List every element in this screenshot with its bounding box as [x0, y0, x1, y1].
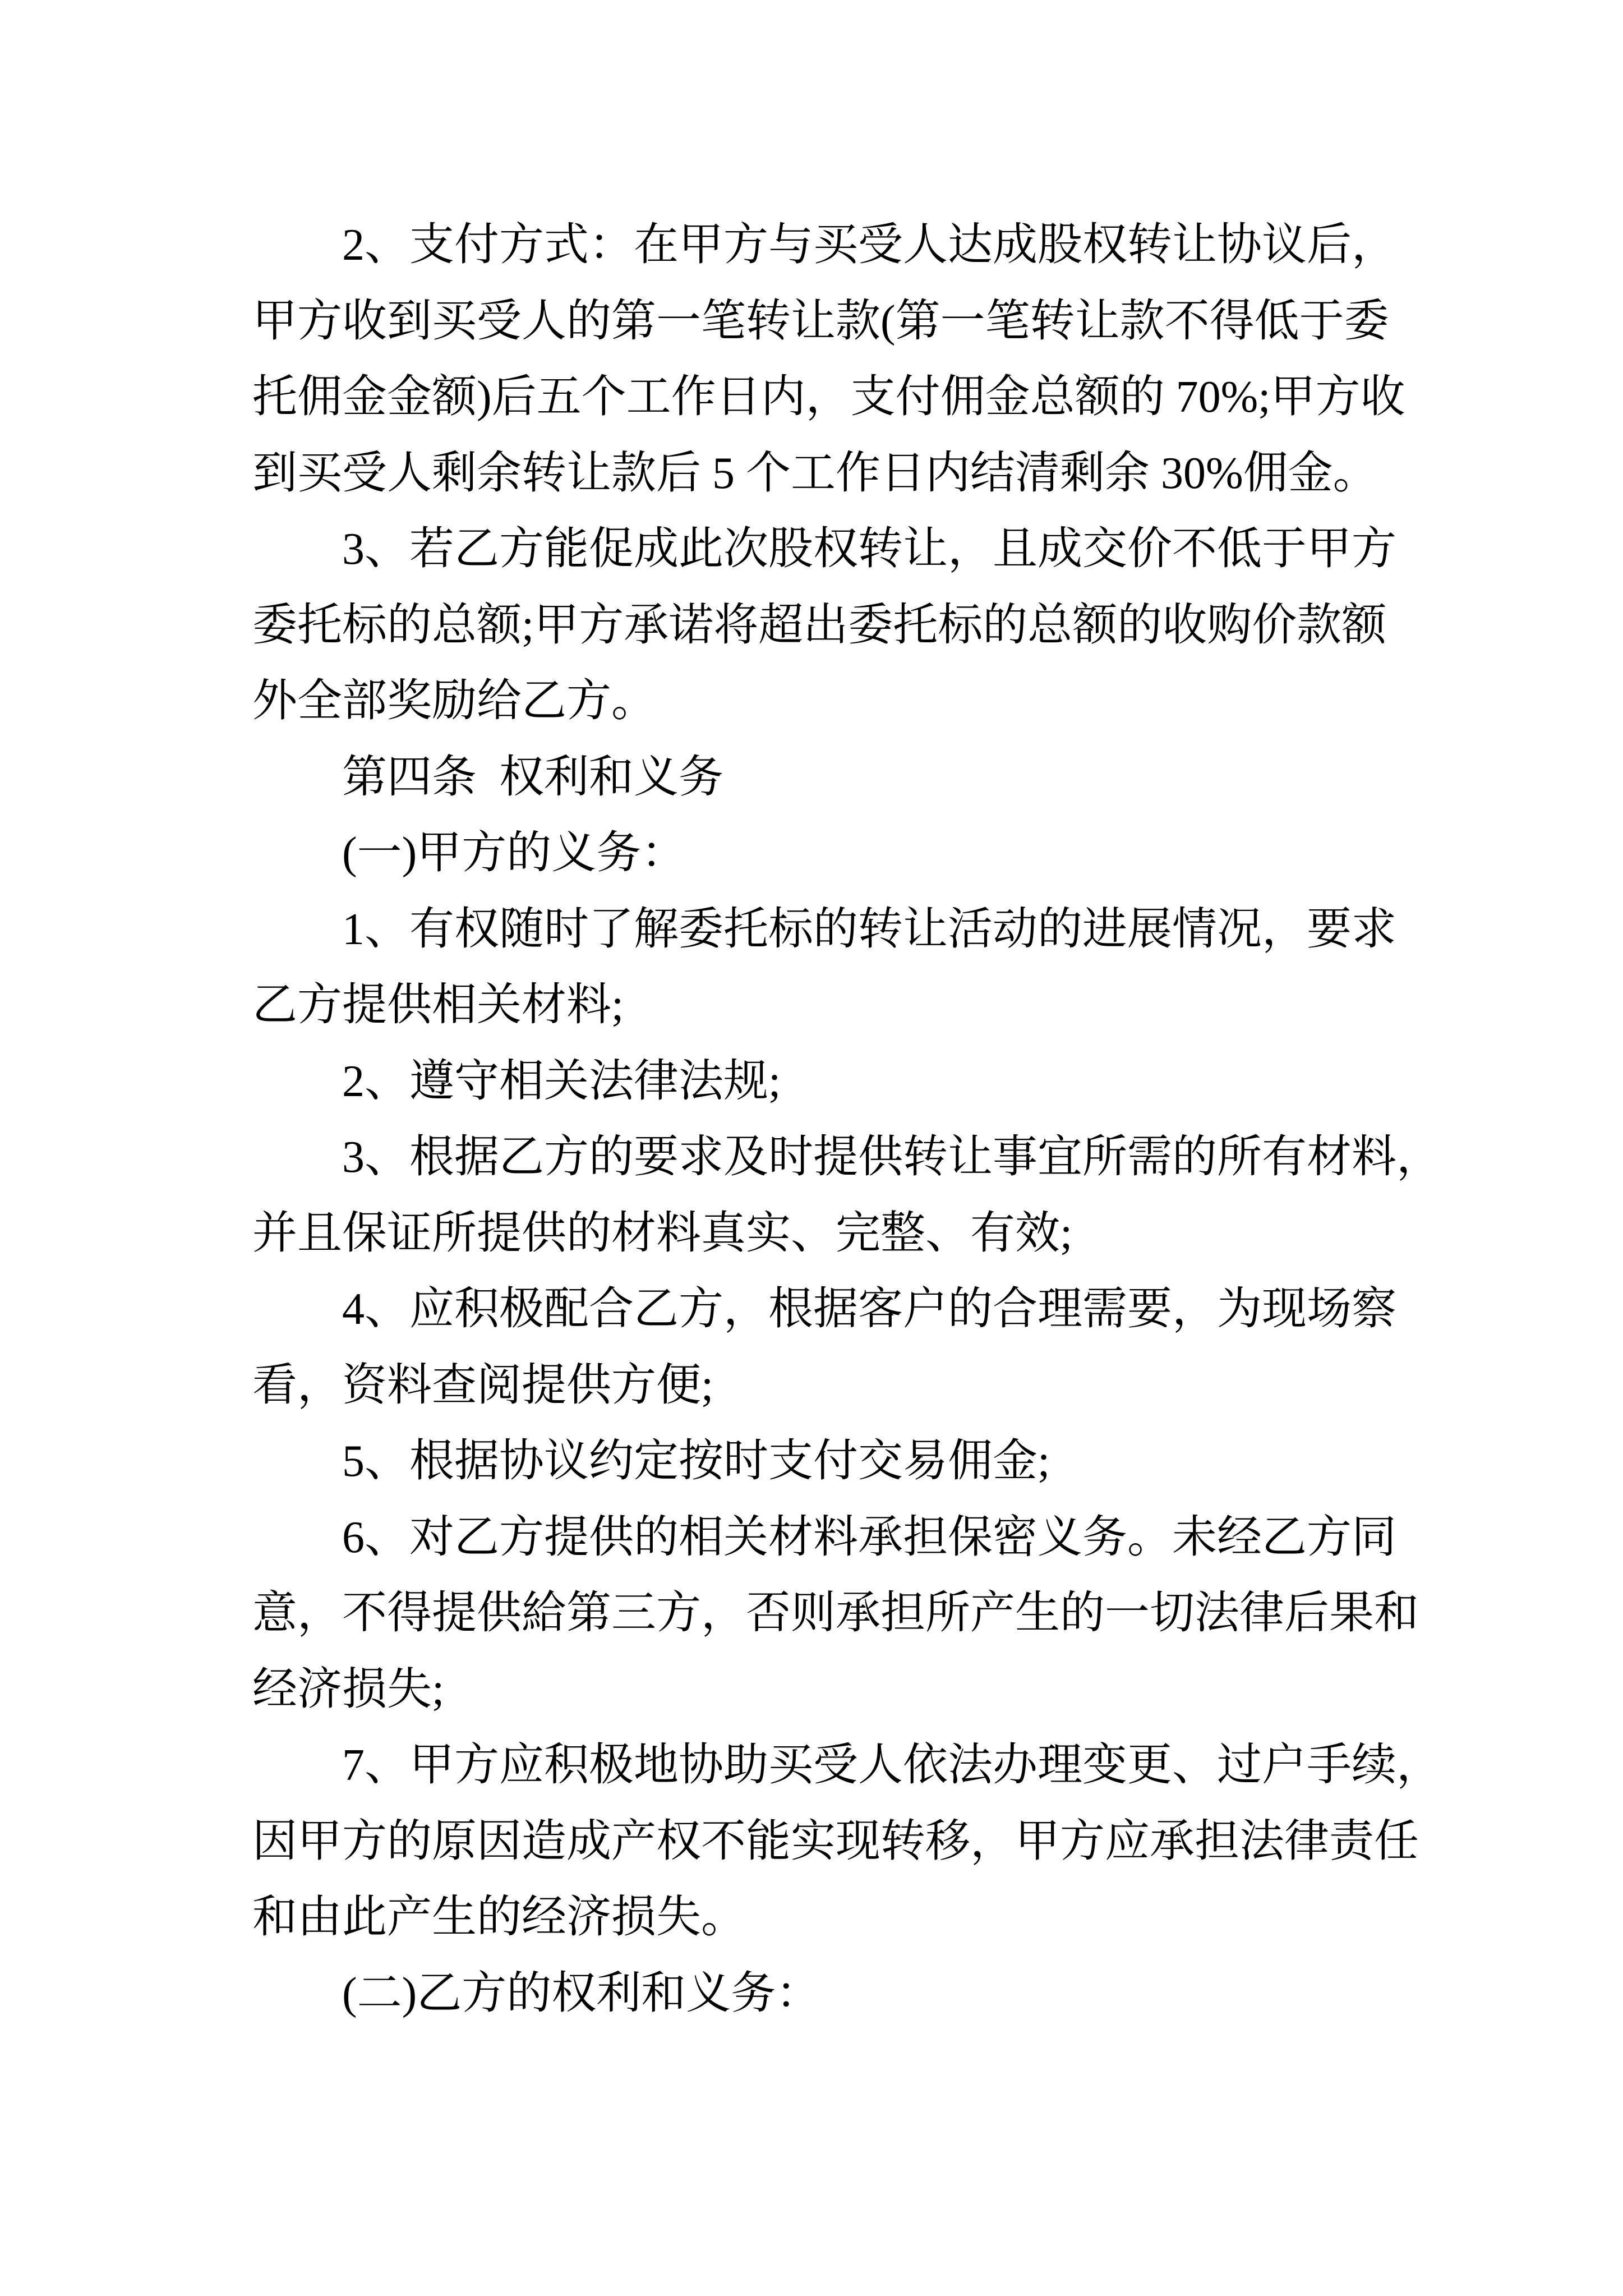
text-line: 到买受人剩余转让款后 5 个工作日内结清剩余 30%佣金。: [252, 448, 1378, 498]
text-line: 经济损失;: [252, 1664, 445, 1714]
text-line: 2、支付方式：在甲方与买受人达成股权转让协议后，: [342, 220, 1396, 270]
text-line: 意，不得提供給第三方，否则承担所产生的一切法律后果和: [252, 1589, 1419, 1638]
text-line: 并且保证所提供的材料真实、完整、有效;: [252, 1208, 1073, 1258]
text-line: (一)甲方的义务：: [342, 829, 686, 878]
text-line: 5、根据协议约定按时支付交易佣金;: [342, 1437, 1050, 1486]
text-line: 2、遵守相关法律法规;: [342, 1056, 781, 1106]
text-line: 和由此产生的经济损失。: [252, 1893, 746, 1942]
text-line: 3、若乙方能促成此次股权转让，且成交价不低于甲方: [342, 524, 1396, 574]
text-line: 1、有权随时了解委托标的转让活动的进展情况，要求: [342, 904, 1396, 954]
text-line: 委托标的总额;甲方承诺将超出委托标的总额的收购价款额: [252, 600, 1387, 650]
text-line: 7、甲方应积极地协助买受人依法办理变更、过户手续，: [342, 1741, 1441, 1790]
text-line: 6、对乙方提供的相关材料承担保密义务。未经乙方同: [342, 1512, 1396, 1562]
text-line: 3、根据乙方的要求及时提供转让事宜所需的所有材料，: [342, 1133, 1441, 1182]
text-line: 甲方收到买受人的第一笔转让款(第一笔转让款不得低于委: [252, 296, 1389, 346]
document-body: [252, 208, 1441, 2032]
text-line: 乙方提供相关材料;: [252, 981, 624, 1030]
text-line: 第四条 权利和义务: [342, 752, 723, 802]
text-line: 外全部奖励给乙方。: [252, 677, 656, 726]
text-line: 因甲方的原因造成产权不能实现转移，甲方应承担法律责任: [252, 1816, 1419, 1866]
text-line: 看，资料查阅提供方便;: [252, 1360, 714, 1410]
text-line: 4、应积极配合乙方，根据客户的合理需要，为现场察: [342, 1285, 1396, 1334]
text-line: 托佣金金额)后五个工作日内，支付佣金总额的 70%;甲方收: [252, 372, 1405, 422]
text-line: (二)乙方的权利和义务：: [342, 1968, 821, 2018]
